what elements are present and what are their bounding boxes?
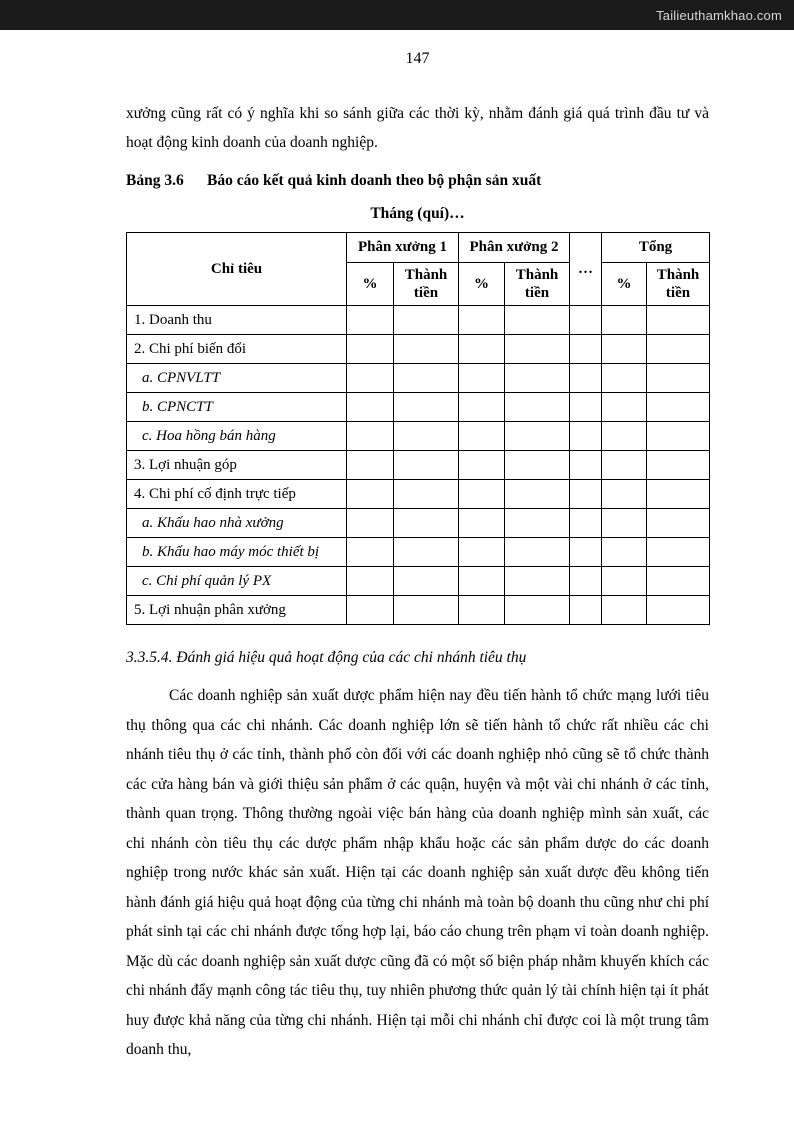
watermark-bar — [0, 0, 794, 30]
table-header-group-row — [127, 233, 710, 263]
table-row — [127, 538, 710, 567]
row-label: 4. Chi phí cố định trực tiếp — [127, 480, 347, 509]
table-row — [127, 480, 710, 509]
row-label: b. Khấu hao máy móc thiết bị — [127, 538, 347, 567]
table-row — [127, 509, 710, 538]
header-phan-xuong-2: Phân xưởng 2 — [459, 233, 570, 263]
body-paragraph: Các doanh nghiệp sản xuất dược phẩm hiện nay đều tiến hành tổ chức mạng lưới tiêu thụ thông qua các chi nhánh. Các doanh nghiệp lớn sẽ tiến hành tổ chức rất nhiều các chi nhánh tiêu thụ ở các tỉnh, thành phố còn đối với các doanh nghiệp nhỏ cũng sẽ tổ chức thành các cửa hàng bán và giới thiệu sản phẩm ở các quận, huyện và một vài chi nhánh ở các tỉnh, thành quan trọng. Thông thường ngoài việc bán hàng của doanh nghiệp mình sản xuất, các chi nhánh còn tiêu thụ các dược phẩm nhập khẩu hoặc các sản phẩm dược do các doanh nghiệp trong nước khác sản xuất. Hiện tại các doanh nghiệp sản xuất dược đều không tiến hành đánh giá hiệu quả hoạt động của từng chi nhánh mà toàn bộ doanh thu cũng như chi phí phát sinh tại các chi nhánh được tổng hợp lại, báo cáo chung trên phạm vi toàn doanh nghiệp. Mặc dù các doanh nghiệp sản xuất dược cũng đã có một số biện pháp nhằm khuyến khích các chi nhánh đẩy mạnh công tác tiêu thụ, tuy nhiên phương thức quản lý tài chính hiện tại ít phát huy được khả năng của từng chi nhánh. Hiện tại mỗi chi nhánh chỉ được coi là một trung tâm doanh thu, — [126, 687, 709, 1058]
watermark-link[interactable]: Tailieuthamkhao.com — [656, 7, 782, 23]
header-ellipsis: … — [570, 233, 602, 306]
row-label: 1. Doanh thu — [127, 306, 347, 335]
row-label: b. CPNCTT — [127, 393, 347, 422]
table-row — [127, 335, 710, 364]
table-row — [127, 451, 710, 480]
document-page — [0, 50, 794, 1065]
row-label: 3. Lợi nhuận góp — [127, 451, 347, 480]
section-heading: 3.3.5.4. Đánh giá hiệu quả hoạt động của các chi nhánh tiêu thụ — [126, 649, 527, 666]
subheader-thanh-tien-1: Thành tiền — [394, 263, 459, 306]
production-report-table — [126, 232, 710, 625]
header-chi-tieu: Chỉ tiêu — [127, 233, 347, 306]
row-label: a. Khấu hao nhà xưởng — [127, 509, 347, 538]
intro-paragraph: xưởng cũng rất có ý nghĩa khi so sánh giữa các thời kỳ, nhằm đánh giá quá trình đầu tư và hoạt động kinh doanh của doanh nghiệp. — [126, 105, 709, 151]
table-caption-subtitle: Tháng (quí)… — [370, 205, 465, 222]
table-row — [127, 393, 710, 422]
page-number: 147 — [405, 50, 430, 67]
table-row — [127, 422, 710, 451]
header-phan-xuong-1: Phân xưởng 1 — [347, 233, 459, 263]
table-caption-label: Bảng 3.6 — [126, 172, 184, 189]
subheader-thanh-tien-2: Thành tiền — [505, 263, 570, 306]
row-label: 2. Chi phí biến đổi — [127, 335, 347, 364]
subheader-percent-1: % — [347, 263, 394, 306]
row-label: c. Chi phí quản lý PX — [127, 567, 347, 596]
table-row — [127, 596, 710, 625]
table-row — [127, 567, 710, 596]
table-row — [127, 364, 710, 393]
table-caption-title: Báo cáo kết quả kinh doanh theo bộ phận sản xuất — [207, 172, 542, 189]
table-row — [127, 306, 710, 335]
header-tong: Tổng — [602, 233, 710, 263]
row-label: 5. Lợi nhuận phân xưởng — [127, 596, 347, 625]
row-label: a. CPNVLTT — [127, 364, 347, 393]
subheader-percent-2: % — [459, 263, 505, 306]
table-caption — [126, 172, 709, 190]
subheader-thanh-tien-tong: Thành tiền — [647, 263, 710, 306]
row-label: c. Hoa hồng bán hàng — [127, 422, 347, 451]
subheader-percent-tong: % — [602, 263, 647, 306]
